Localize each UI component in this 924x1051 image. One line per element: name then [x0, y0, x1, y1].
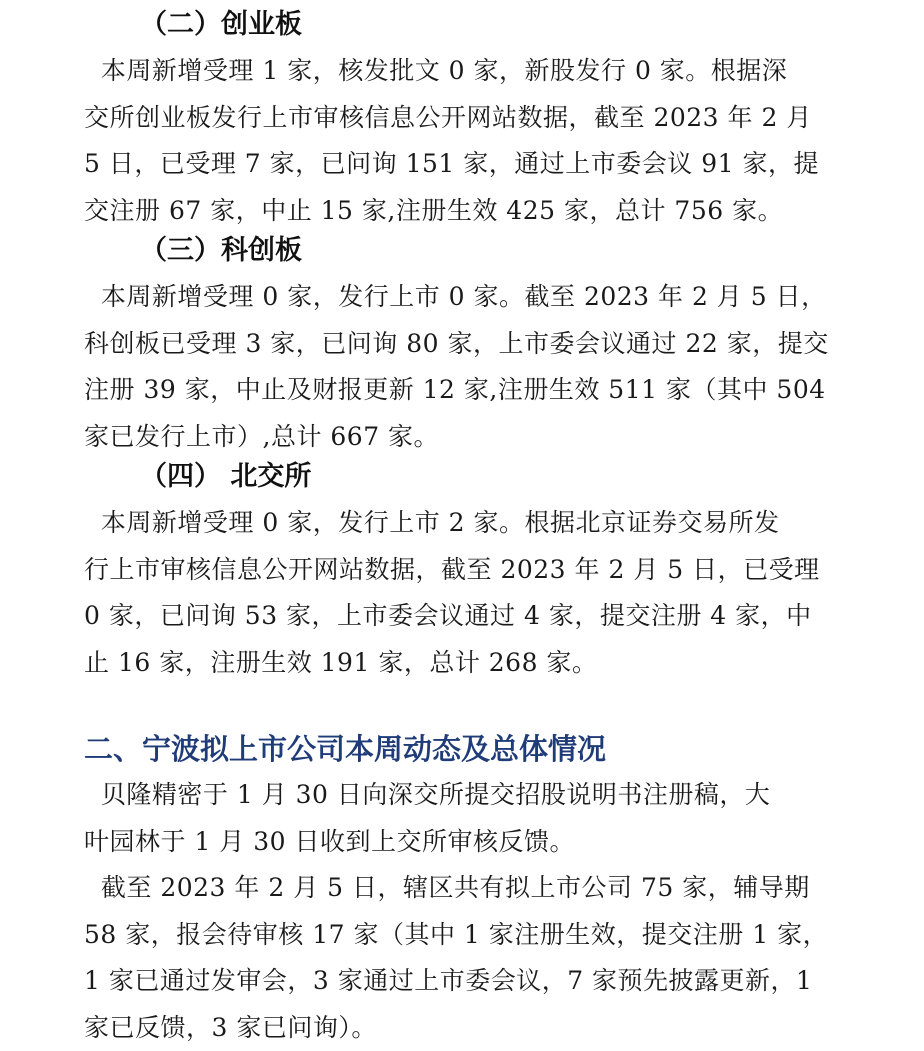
paragraph-line: 58 家，报会待审核 17 家（其中 1 家注册生效，提交注册 1 家， — [84, 919, 829, 949]
star-market-heading: （三）科创板 — [140, 235, 302, 266]
paragraph-line: 止 16 家，注册生效 191 家，总计 268 家。 — [84, 647, 598, 677]
paragraph-line: 交所创业板发行上市审核信息公开网站数据，截至 2023 年 2 月 — [84, 102, 812, 132]
star-market-paragraph — [84, 274, 844, 460]
chinext-paragraph — [84, 48, 844, 234]
paragraph-line: 5 日，已受理 7 家，已问询 151 家，通过上市委会议 91 家，提 — [84, 149, 819, 178]
paragraph-line: 本周新增受理 0 家，发行上市 2 家。根据北京证券交易所发 — [84, 508, 780, 537]
paragraph-line: 1 家已通过发审会，3 家通过上市委会议，7 家预先披露更新，1 — [84, 966, 813, 995]
paragraph-line: 本周新增受理 1 家，核发批文 0 家，新股发行 0 家。根据深 — [84, 56, 788, 85]
paragraph-line: 行上市审核信息公开网站数据，截至 2023 年 2 月 5 日，已受理 — [84, 554, 820, 584]
paragraph-line: 贝隆精密于 1 月 30 日向深交所提交招股说明书注册稿，大 — [84, 780, 771, 809]
paragraph-line: 注册 39 家，中止及财报更新 12 家,注册生效 511 家（其中 504 — [84, 375, 826, 404]
chinext-heading: （二）创业板 — [140, 9, 302, 40]
paragraph-line: 家已发行上市）,总计 667 家。 — [84, 421, 440, 451]
bse-heading: （四） 北交所 — [140, 461, 312, 492]
paragraph-line: 叶园林于 1 月 30 日收到上交所审核反馈。 — [84, 826, 576, 856]
paragraph-line: 科创板已受理 3 家，已问询 80 家，上市委会议通过 22 家，提交 — [84, 328, 829, 358]
ningbo-paragraph-1 — [84, 772, 844, 865]
paragraph-line: 本周新增受理 0 家，发行上市 0 家。截至 2023 年 2 月 5 日， — [84, 282, 827, 311]
paragraph-line: 家已反馈，3 家已问询）。 — [84, 1012, 377, 1042]
section-heading: 二、宁波拟上市公司本周动态及总体情况 — [84, 732, 607, 766]
bse-paragraph — [84, 500, 844, 686]
paragraph-line: 截至 2023 年 2 月 5 日，辖区共有拟上市公司 75 家，辅导期 — [84, 873, 810, 902]
ningbo-paragraph-2 — [84, 865, 844, 1051]
paragraph-line: 0 家，已问询 53 家，上市委会议通过 4 家，提交注册 4 家，中 — [84, 601, 812, 630]
paragraph-line: 交注册 67 家，中止 15 家,注册生效 425 家，总计 756 家。 — [84, 195, 784, 225]
